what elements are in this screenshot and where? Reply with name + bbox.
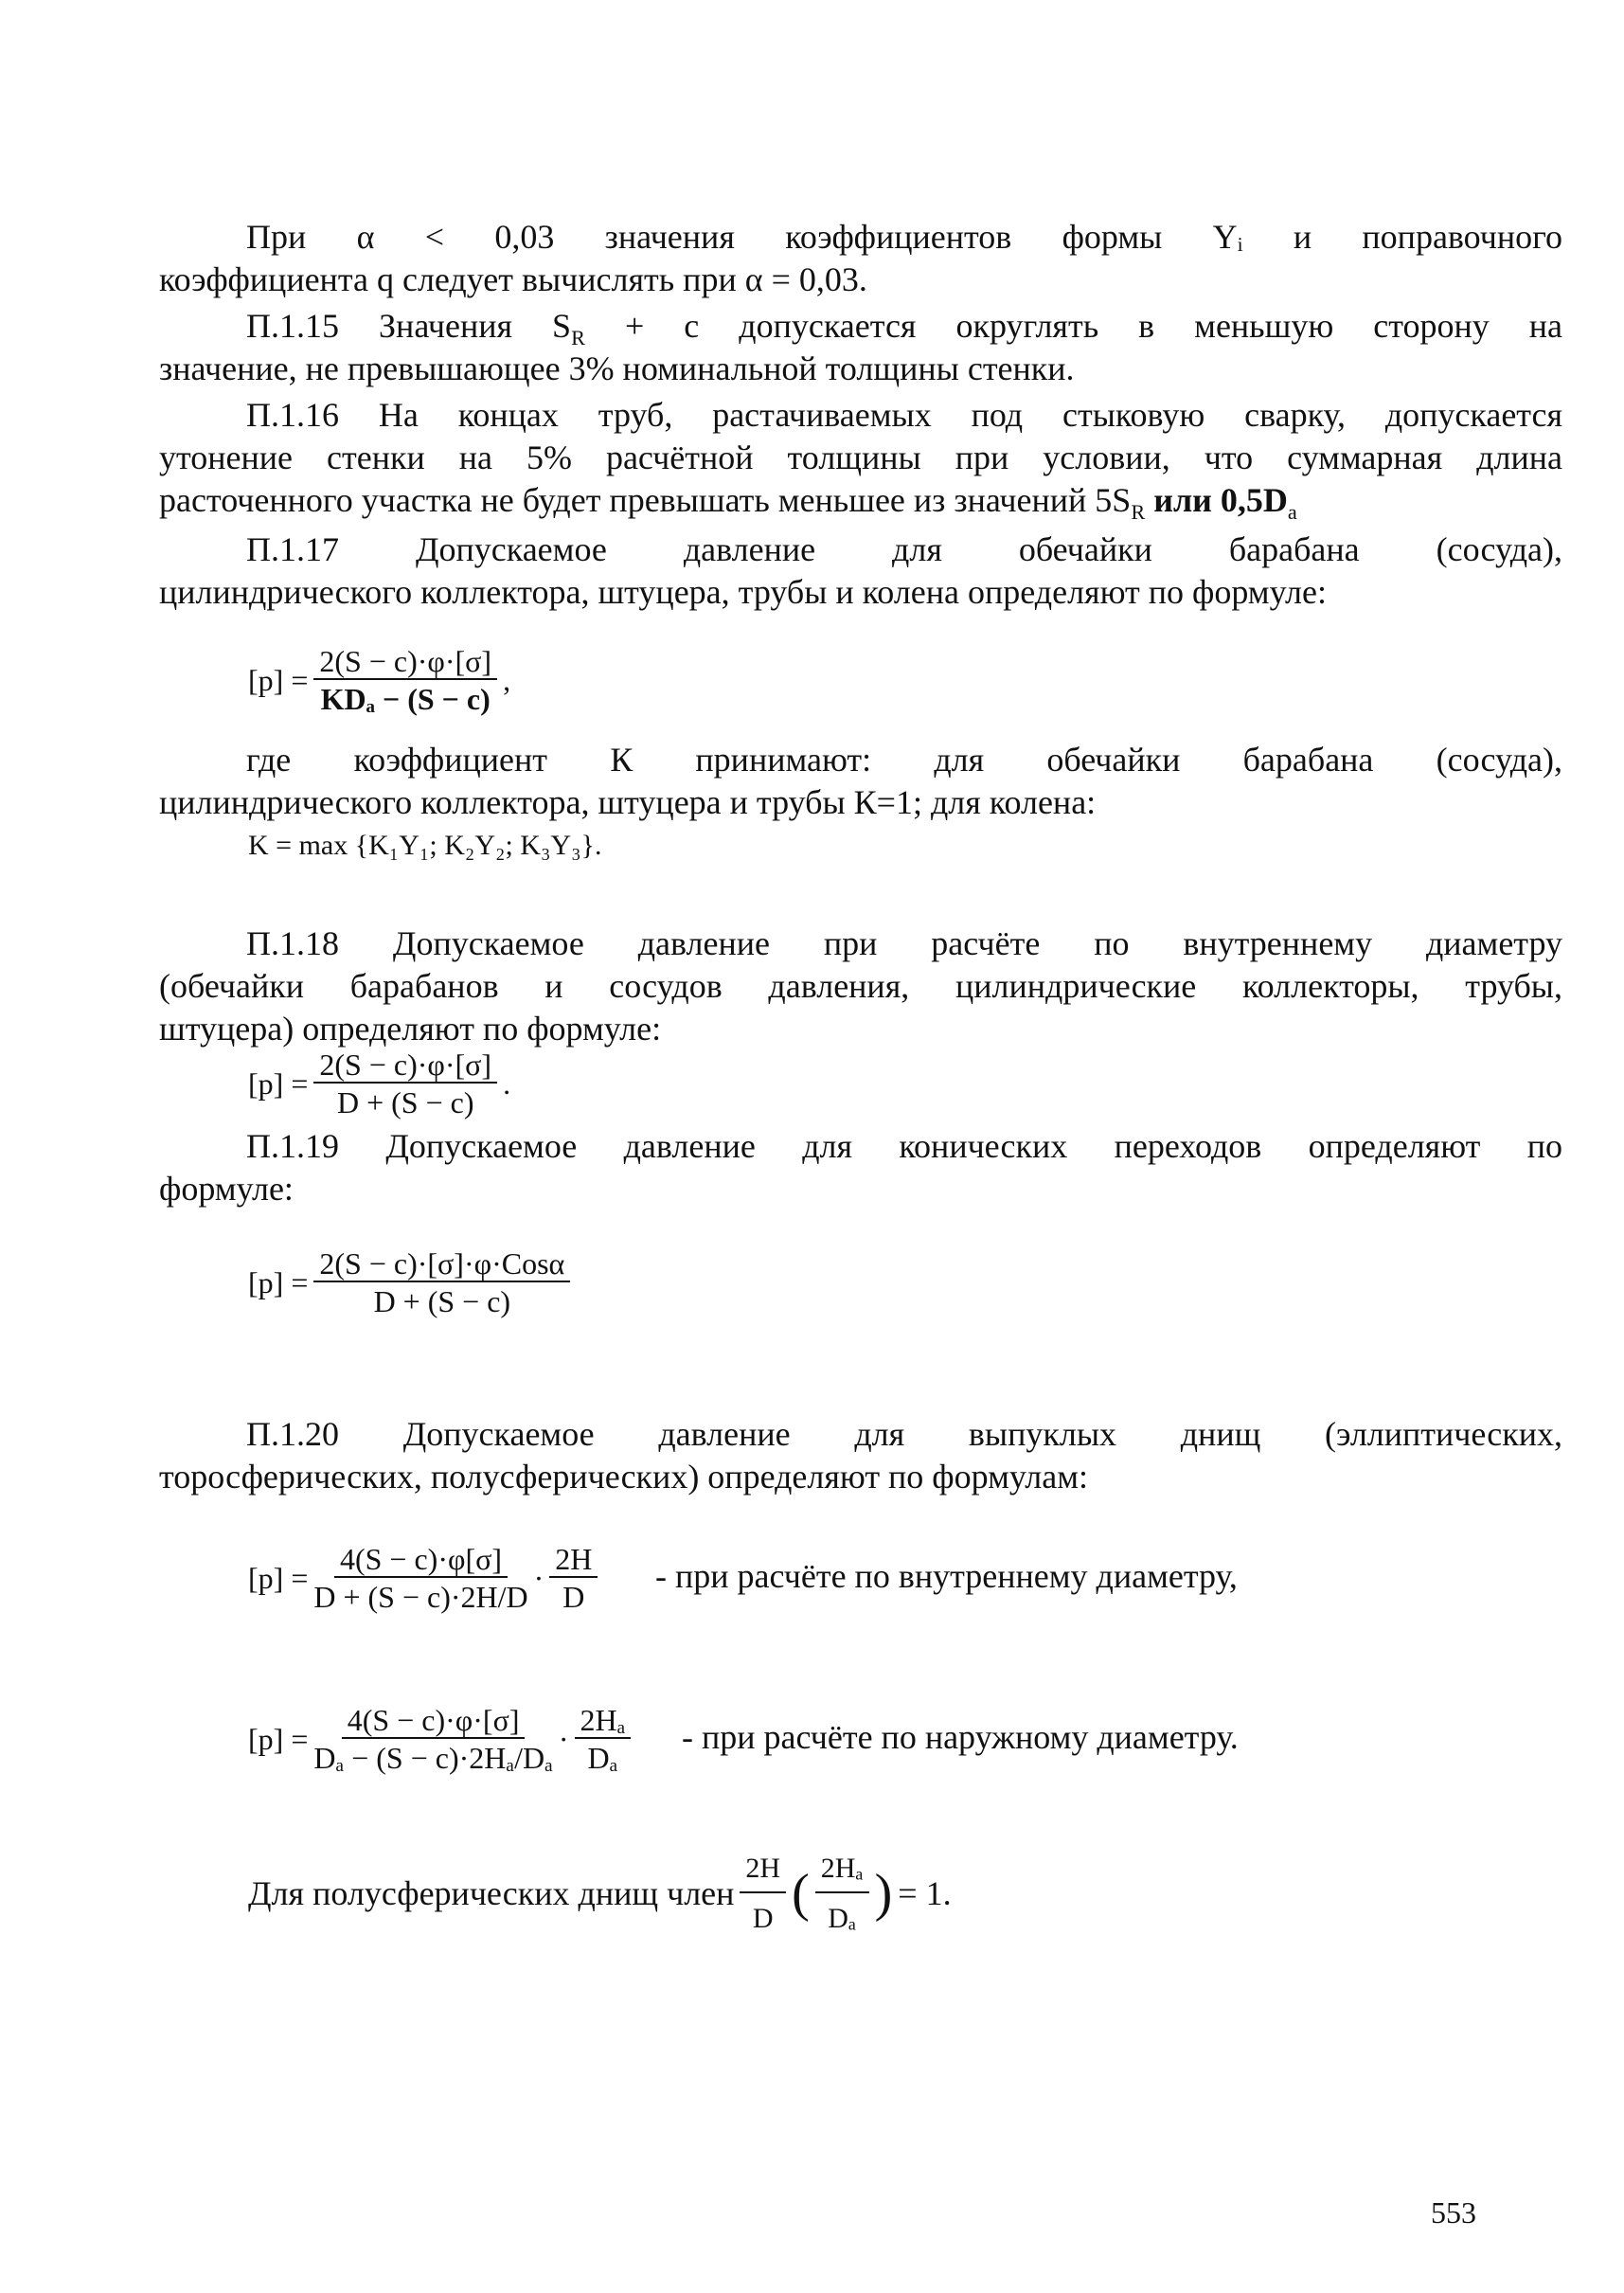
fraction xyxy=(313,1705,553,1773)
text-line: цилиндрического коллектора, штуцера и трубы К=1; для колена: xyxy=(159,783,1097,821)
text-line: утонение стенки на 5% расчётной толщины при условии, что суммарная длина xyxy=(159,439,1562,476)
denominator: Dₐ xyxy=(828,1903,857,1934)
fraction xyxy=(313,1248,570,1317)
numerator: 2(S − c)·φ·[σ] xyxy=(313,646,497,680)
paren-open: ( xyxy=(792,1864,810,1923)
page-number: 553 xyxy=(1431,2195,1476,2230)
text-line: где коэффициент К принимают: для обечайки барабана (сосуда), xyxy=(246,741,1562,779)
denominator: D + (S − c)·2H/D xyxy=(313,1580,528,1614)
text-line: П.1.16 На концах труб, растачиваемых под стыковую сварку, допускается xyxy=(246,396,1562,434)
formula-p1-19 xyxy=(248,1248,570,1317)
denominator: Dₐ xyxy=(587,1741,618,1775)
text-line: торосферических, полусферических) определяют по формулам: xyxy=(159,1458,1089,1496)
numerator: 2H xyxy=(740,1847,786,1893)
paragraph-p1-16 xyxy=(159,394,1562,525)
paren-close: ) xyxy=(874,1864,893,1923)
paragraph-p1-17 xyxy=(159,528,1562,614)
numerator: 4(S − c)·φ·[σ] xyxy=(342,1705,526,1739)
formula-lhs: [p] = xyxy=(248,1265,309,1299)
formula-p1-17 xyxy=(248,646,510,714)
fraction xyxy=(815,1847,869,1940)
numerator: 2Hₐ xyxy=(575,1705,632,1739)
numerator: 2Hₐ xyxy=(815,1847,869,1893)
hemisphere-line xyxy=(248,1847,952,1940)
formula-tail: . xyxy=(503,1066,511,1101)
text-line: П.1.18 Допускаемое давление при расчёте по внутреннему диаметру xyxy=(246,924,1562,962)
denominator: D + (S − c) xyxy=(336,1085,474,1120)
paragraph-p1-18 xyxy=(159,923,1562,1050)
numerator: 4(S − c)·φ[σ] xyxy=(334,1544,508,1578)
text-line: (обечайки барабанов и сосудов давления, цилиндрические коллекторы, трубы, xyxy=(159,967,1562,1005)
text-line: При α < 0,03 значения коэффициентов формы Yᵢ и поправочного xyxy=(246,218,1562,256)
fraction xyxy=(313,1544,527,1612)
formula-tail: = 1. xyxy=(898,1873,952,1912)
fraction xyxy=(313,646,497,714)
fraction xyxy=(740,1847,786,1940)
multiply-sign: · xyxy=(558,1722,569,1756)
fraction xyxy=(313,1049,497,1118)
formula-lhs: [p] = xyxy=(248,1722,309,1756)
paragraph-alpha xyxy=(159,216,1562,301)
formula-note: - при расчёте по внутреннему диаметру, xyxy=(655,1557,1238,1595)
fraction xyxy=(549,1544,598,1612)
denominator: D xyxy=(562,1580,585,1614)
denominator: D xyxy=(752,1903,774,1934)
text-line: П.1.20 Допускаемое давление для выпуклых днищ (эллиптических, xyxy=(246,1415,1562,1453)
text-line: коэффициента q следует вычислять при α = 0,03. xyxy=(159,260,867,298)
formula-lhs: [p] = xyxy=(248,663,309,697)
denominator: D + (S − c) xyxy=(373,1284,511,1318)
fraction xyxy=(575,1705,632,1773)
denominator: KDₐ − (S − c) xyxy=(320,682,491,716)
text-line: значение, не превышающее 3% номинальной толщины стенки. xyxy=(159,349,1075,387)
numerator: 2(S − c)·φ·[σ] xyxy=(313,1049,497,1084)
formula-k: K = max {K₁Y₁; K₂Y₂; K₃Y₃}. xyxy=(248,830,602,861)
formula-p1-18 xyxy=(248,1049,510,1118)
paragraph-p1-20 xyxy=(159,1413,1562,1498)
text-line: П.1.19 Допускаемое давление для конических переходов определяют по xyxy=(246,1127,1562,1165)
paragraph-p1-15 xyxy=(159,305,1562,390)
formula-tail: , xyxy=(503,663,511,697)
text-line: формуле: xyxy=(159,1170,294,1208)
formula-note: - при расчёте по наружному диаметру. xyxy=(682,1718,1239,1756)
hemisphere-text: Для полусферических днищ член xyxy=(248,1873,735,1912)
paragraph-p1-19 xyxy=(159,1125,1562,1210)
formula-p1-20-external xyxy=(248,1705,631,1773)
text-line: штуцера) определяют по формуле: xyxy=(159,1010,662,1048)
text-line: П.1.17 Допускаемое давление для обечайки барабана (сосуда), xyxy=(246,530,1562,568)
numerator: 2(S − c)·[σ]·φ·Cosα xyxy=(313,1248,570,1282)
paragraph-where xyxy=(159,739,1562,824)
text-line: П.1.15 Значения $S_R + c$ допускается округлять в меньшую сторону на xyxy=(246,307,1563,350)
text-line: расточенного участка не будет превышать меньшее из значений $5S_R$ или $0,5D_a$ xyxy=(159,481,1297,525)
formula-lhs: [p] = xyxy=(248,1561,309,1595)
text-line: цилиндрического коллектора, штуцера, трубы и колена определяют по формуле: xyxy=(159,573,1327,611)
multiply-sign: · xyxy=(533,1561,544,1595)
formula-p1-20-internal xyxy=(248,1544,598,1612)
denominator: Dₐ − (S − c)·2Hₐ/Dₐ xyxy=(313,1741,553,1775)
formula-lhs: [p] = xyxy=(248,1066,309,1101)
numerator: 2H xyxy=(549,1544,598,1578)
